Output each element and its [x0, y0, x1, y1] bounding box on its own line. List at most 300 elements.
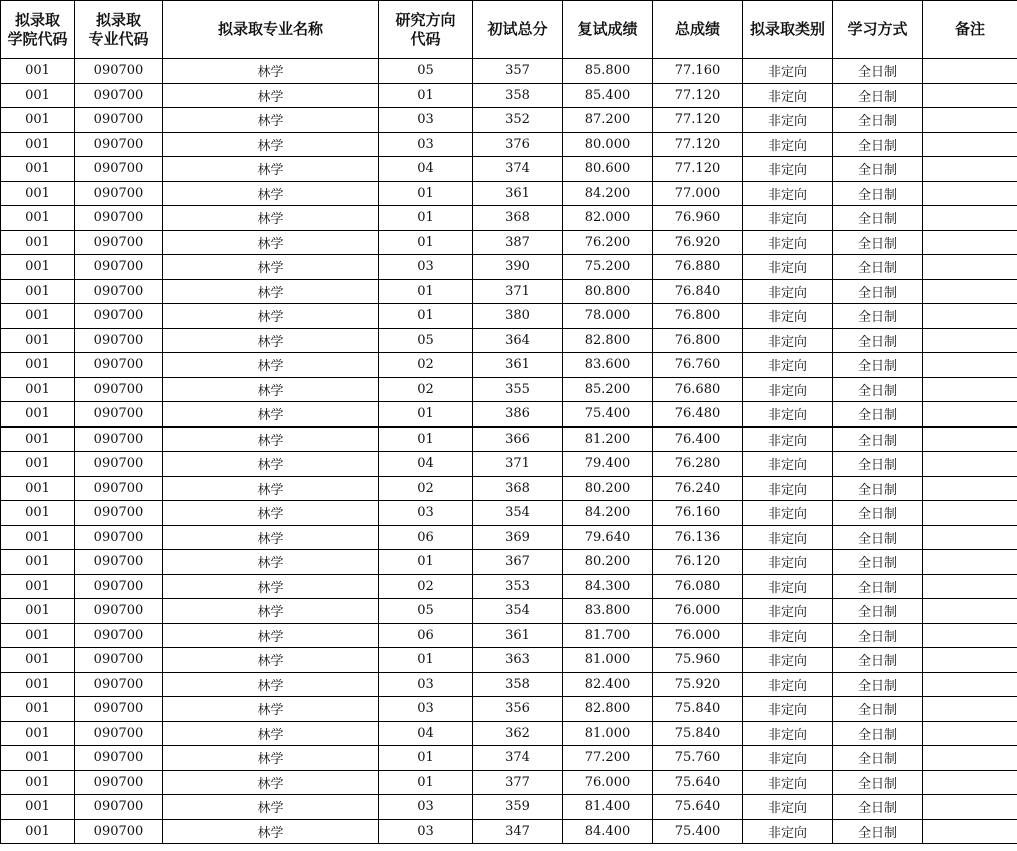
table-row — [1, 83, 1017, 108]
college-code-cell: 001 — [1, 672, 75, 697]
major-code-cell: 090700 — [75, 623, 163, 648]
retest-score-cell: 75.400 — [563, 402, 653, 427]
major-name-cell: 林学 — [163, 574, 379, 599]
direction-code-cell: 03 — [379, 255, 473, 280]
admission-category-cell: 非定向 — [743, 181, 833, 206]
admission-category-cell: 非定向 — [743, 279, 833, 304]
major-name-cell: 林学 — [163, 181, 379, 206]
total-score-cell: 76.800 — [653, 304, 743, 329]
direction-code-cell: 01 — [379, 206, 473, 231]
admission-category-cell: 非定向 — [743, 255, 833, 280]
initial-score-cell: 366 — [473, 427, 563, 452]
total-score-cell: 77.120 — [653, 108, 743, 133]
header-total-score: 总成绩 — [653, 1, 743, 59]
major-code-cell: 090700 — [75, 427, 163, 452]
admission-category-cell: 非定向 — [743, 206, 833, 231]
major-name-cell: 林学 — [163, 599, 379, 624]
remarks-cell — [923, 83, 1017, 108]
major-code-cell: 090700 — [75, 697, 163, 722]
table-row — [1, 599, 1017, 624]
total-score-cell: 75.960 — [653, 648, 743, 673]
major-name-cell: 林学 — [163, 83, 379, 108]
retest-score-cell: 84.400 — [563, 819, 653, 844]
retest-score-cell: 75.200 — [563, 255, 653, 280]
retest-score-cell: 79.400 — [563, 452, 653, 477]
study-mode-cell: 全日制 — [833, 83, 923, 108]
table-row — [1, 770, 1017, 795]
table-row — [1, 623, 1017, 648]
major-code-cell: 090700 — [75, 59, 163, 84]
remarks-cell — [923, 427, 1017, 452]
remarks-cell — [923, 353, 1017, 378]
total-score-cell: 76.280 — [653, 452, 743, 477]
college-code-cell: 001 — [1, 328, 75, 353]
retest-score-cell: 84.200 — [563, 501, 653, 526]
remarks-cell — [923, 599, 1017, 624]
study-mode-cell: 全日制 — [833, 574, 923, 599]
table-row — [1, 746, 1017, 771]
initial-score-cell: 357 — [473, 59, 563, 84]
total-score-cell: 76.880 — [653, 255, 743, 280]
total-score-cell: 76.136 — [653, 525, 743, 550]
study-mode-cell: 全日制 — [833, 353, 923, 378]
major-name-cell: 林学 — [163, 501, 379, 526]
major-name-cell: 林学 — [163, 353, 379, 378]
college-code-cell: 001 — [1, 353, 75, 378]
major-name-cell: 林学 — [163, 746, 379, 771]
study-mode-cell: 全日制 — [833, 525, 923, 550]
total-score-cell: 75.840 — [653, 721, 743, 746]
retest-score-cell: 80.800 — [563, 279, 653, 304]
remarks-cell — [923, 181, 1017, 206]
admission-category-cell: 非定向 — [743, 525, 833, 550]
retest-score-cell: 80.200 — [563, 550, 653, 575]
header-row — [1, 1, 1017, 59]
direction-code-cell: 03 — [379, 697, 473, 722]
major-name-cell: 林学 — [163, 279, 379, 304]
total-score-cell: 75.400 — [653, 819, 743, 844]
admission-category-cell: 非定向 — [743, 672, 833, 697]
table-row — [1, 108, 1017, 133]
initial-score-cell: 376 — [473, 132, 563, 157]
major-name-cell: 林学 — [163, 672, 379, 697]
total-score-cell: 76.400 — [653, 427, 743, 452]
major-code-cell: 090700 — [75, 377, 163, 402]
study-mode-cell: 全日制 — [833, 452, 923, 477]
table-row — [1, 819, 1017, 844]
retest-score-cell: 83.600 — [563, 353, 653, 378]
major-name-cell: 林学 — [163, 550, 379, 575]
initial-score-cell: 363 — [473, 648, 563, 673]
total-score-cell: 76.760 — [653, 353, 743, 378]
study-mode-cell: 全日制 — [833, 648, 923, 673]
table-row — [1, 721, 1017, 746]
header-admission-category: 拟录取类别 — [743, 1, 833, 59]
table-row — [1, 697, 1017, 722]
total-score-cell: 76.680 — [653, 377, 743, 402]
remarks-cell — [923, 206, 1017, 231]
major-name-cell: 林学 — [163, 402, 379, 427]
major-code-cell: 090700 — [75, 108, 163, 133]
college-code-cell: 001 — [1, 427, 75, 452]
header-initial-score: 初试总分 — [473, 1, 563, 59]
table-row — [1, 255, 1017, 280]
remarks-cell — [923, 132, 1017, 157]
major-name-cell: 林学 — [163, 476, 379, 501]
initial-score-cell: 374 — [473, 746, 563, 771]
direction-code-cell: 03 — [379, 795, 473, 820]
admission-category-cell: 非定向 — [743, 746, 833, 771]
major-name-cell: 林学 — [163, 132, 379, 157]
direction-code-cell: 03 — [379, 132, 473, 157]
study-mode-cell: 全日制 — [833, 501, 923, 526]
total-score-cell: 76.800 — [653, 328, 743, 353]
retest-score-cell: 85.200 — [563, 377, 653, 402]
major-name-cell: 林学 — [163, 427, 379, 452]
study-mode-cell: 全日制 — [833, 697, 923, 722]
major-name-cell: 林学 — [163, 230, 379, 255]
retest-score-cell: 82.000 — [563, 206, 653, 231]
direction-code-cell: 01 — [379, 304, 473, 329]
table-row — [1, 402, 1017, 427]
admission-category-cell: 非定向 — [743, 501, 833, 526]
remarks-cell — [923, 157, 1017, 182]
initial-score-cell: 353 — [473, 574, 563, 599]
remarks-cell — [923, 304, 1017, 329]
college-code-cell: 001 — [1, 501, 75, 526]
retest-score-cell: 77.200 — [563, 746, 653, 771]
direction-code-cell: 02 — [379, 377, 473, 402]
remarks-cell — [923, 452, 1017, 477]
admission-category-cell: 非定向 — [743, 377, 833, 402]
table-row — [1, 476, 1017, 501]
college-code-cell: 001 — [1, 648, 75, 673]
major-code-cell: 090700 — [75, 83, 163, 108]
remarks-cell — [923, 476, 1017, 501]
study-mode-cell: 全日制 — [833, 328, 923, 353]
table-row — [1, 525, 1017, 550]
direction-code-cell: 01 — [379, 427, 473, 452]
remarks-cell — [923, 279, 1017, 304]
admission-category-cell: 非定向 — [743, 550, 833, 575]
major-code-cell: 090700 — [75, 795, 163, 820]
table-row — [1, 157, 1017, 182]
table-row — [1, 132, 1017, 157]
study-mode-cell: 全日制 — [833, 377, 923, 402]
total-score-cell: 76.080 — [653, 574, 743, 599]
major-code-cell: 090700 — [75, 157, 163, 182]
retest-score-cell: 76.200 — [563, 230, 653, 255]
direction-code-cell: 01 — [379, 279, 473, 304]
retest-score-cell: 84.200 — [563, 181, 653, 206]
college-code-cell: 001 — [1, 157, 75, 182]
initial-score-cell: 364 — [473, 328, 563, 353]
total-score-cell: 76.000 — [653, 599, 743, 624]
study-mode-cell: 全日制 — [833, 550, 923, 575]
major-code-cell: 090700 — [75, 648, 163, 673]
direction-code-cell: 06 — [379, 525, 473, 550]
major-code-cell: 090700 — [75, 721, 163, 746]
remarks-cell — [923, 574, 1017, 599]
major-code-cell: 090700 — [75, 452, 163, 477]
study-mode-cell: 全日制 — [833, 672, 923, 697]
retest-score-cell: 80.200 — [563, 476, 653, 501]
major-code-cell: 090700 — [75, 550, 163, 575]
direction-code-cell: 03 — [379, 819, 473, 844]
initial-score-cell: 359 — [473, 795, 563, 820]
major-code-cell: 090700 — [75, 672, 163, 697]
admission-category-cell: 非定向 — [743, 230, 833, 255]
header-retest-score: 复试成绩 — [563, 1, 653, 59]
table-row — [1, 279, 1017, 304]
retest-score-cell: 79.640 — [563, 525, 653, 550]
initial-score-cell: 354 — [473, 599, 563, 624]
direction-code-cell: 03 — [379, 501, 473, 526]
major-code-cell: 090700 — [75, 206, 163, 231]
college-code-cell: 001 — [1, 476, 75, 501]
total-score-cell: 75.840 — [653, 697, 743, 722]
study-mode-cell: 全日制 — [833, 770, 923, 795]
major-code-cell: 090700 — [75, 525, 163, 550]
retest-score-cell: 82.400 — [563, 672, 653, 697]
admission-category-cell: 非定向 — [743, 83, 833, 108]
retest-score-cell: 87.200 — [563, 108, 653, 133]
retest-score-cell: 81.400 — [563, 795, 653, 820]
study-mode-cell: 全日制 — [833, 746, 923, 771]
direction-code-cell: 01 — [379, 746, 473, 771]
college-code-cell: 001 — [1, 746, 75, 771]
header-study-mode: 学习方式 — [833, 1, 923, 59]
header-major-name: 拟录取专业名称 — [163, 1, 379, 59]
initial-score-cell: 361 — [473, 623, 563, 648]
major-name-cell: 林学 — [163, 304, 379, 329]
remarks-cell — [923, 770, 1017, 795]
major-code-cell: 090700 — [75, 599, 163, 624]
direction-code-cell: 04 — [379, 157, 473, 182]
major-name-cell: 林学 — [163, 377, 379, 402]
study-mode-cell: 全日制 — [833, 427, 923, 452]
study-mode-cell: 全日制 — [833, 623, 923, 648]
remarks-cell — [923, 697, 1017, 722]
direction-code-cell: 01 — [379, 770, 473, 795]
major-code-cell: 090700 — [75, 353, 163, 378]
major-name-cell: 林学 — [163, 648, 379, 673]
direction-code-cell: 05 — [379, 59, 473, 84]
total-score-cell: 76.000 — [653, 623, 743, 648]
study-mode-cell: 全日制 — [833, 255, 923, 280]
table-row — [1, 59, 1017, 84]
major-name-cell: 林学 — [163, 157, 379, 182]
college-code-cell: 001 — [1, 697, 75, 722]
direction-code-cell: 01 — [379, 83, 473, 108]
table-row — [1, 648, 1017, 673]
admission-category-cell: 非定向 — [743, 353, 833, 378]
total-score-cell: 76.960 — [653, 206, 743, 231]
remarks-cell — [923, 795, 1017, 820]
admission-category-cell: 非定向 — [743, 574, 833, 599]
major-name-cell: 林学 — [163, 770, 379, 795]
study-mode-cell: 全日制 — [833, 721, 923, 746]
remarks-cell — [923, 819, 1017, 844]
major-code-cell: 090700 — [75, 501, 163, 526]
college-code-cell: 001 — [1, 181, 75, 206]
major-code-cell: 090700 — [75, 746, 163, 771]
study-mode-cell: 全日制 — [833, 819, 923, 844]
total-score-cell: 77.120 — [653, 157, 743, 182]
college-code-cell: 001 — [1, 574, 75, 599]
major-code-cell: 090700 — [75, 328, 163, 353]
admission-category-cell: 非定向 — [743, 427, 833, 452]
retest-score-cell: 81.000 — [563, 648, 653, 673]
remarks-cell — [923, 550, 1017, 575]
table-row — [1, 452, 1017, 477]
college-code-cell: 001 — [1, 599, 75, 624]
major-name-cell: 林学 — [163, 108, 379, 133]
initial-score-cell: 355 — [473, 377, 563, 402]
direction-code-cell: 05 — [379, 328, 473, 353]
study-mode-cell: 全日制 — [833, 181, 923, 206]
major-name-cell: 林学 — [163, 59, 379, 84]
college-code-cell: 001 — [1, 770, 75, 795]
table-row — [1, 574, 1017, 599]
study-mode-cell: 全日制 — [833, 59, 923, 84]
table-row — [1, 230, 1017, 255]
table-row — [1, 672, 1017, 697]
admission-category-cell: 非定向 — [743, 648, 833, 673]
major-code-cell: 090700 — [75, 770, 163, 795]
remarks-cell — [923, 377, 1017, 402]
total-score-cell: 77.120 — [653, 83, 743, 108]
direction-code-cell: 01 — [379, 402, 473, 427]
direction-code-cell: 01 — [379, 181, 473, 206]
major-code-cell: 090700 — [75, 255, 163, 280]
major-code-cell: 090700 — [75, 279, 163, 304]
header-direction-code: 研究方向 代码 — [379, 1, 473, 59]
retest-score-cell: 76.000 — [563, 770, 653, 795]
remarks-cell — [923, 623, 1017, 648]
remarks-cell — [923, 672, 1017, 697]
retest-score-cell: 81.000 — [563, 721, 653, 746]
major-name-cell: 林学 — [163, 819, 379, 844]
admission-category-cell: 非定向 — [743, 328, 833, 353]
initial-score-cell: 377 — [473, 770, 563, 795]
initial-score-cell: 358 — [473, 672, 563, 697]
study-mode-cell: 全日制 — [833, 108, 923, 133]
study-mode-cell: 全日制 — [833, 476, 923, 501]
retest-score-cell: 81.700 — [563, 623, 653, 648]
admission-category-cell: 非定向 — [743, 59, 833, 84]
total-score-cell: 75.640 — [653, 770, 743, 795]
remarks-cell — [923, 230, 1017, 255]
initial-score-cell: 371 — [473, 452, 563, 477]
study-mode-cell: 全日制 — [833, 279, 923, 304]
total-score-cell: 76.120 — [653, 550, 743, 575]
major-name-cell: 林学 — [163, 795, 379, 820]
major-code-cell: 090700 — [75, 304, 163, 329]
table-row — [1, 377, 1017, 402]
admission-category-cell: 非定向 — [743, 132, 833, 157]
table-row — [1, 304, 1017, 329]
initial-score-cell: 390 — [473, 255, 563, 280]
remarks-cell — [923, 108, 1017, 133]
college-code-cell: 001 — [1, 377, 75, 402]
initial-score-cell: 352 — [473, 108, 563, 133]
admission-category-cell: 非定向 — [743, 452, 833, 477]
admission-category-cell: 非定向 — [743, 304, 833, 329]
initial-score-cell: 358 — [473, 83, 563, 108]
remarks-cell — [923, 746, 1017, 771]
study-mode-cell: 全日制 — [833, 599, 923, 624]
table-row — [1, 328, 1017, 353]
college-code-cell: 001 — [1, 83, 75, 108]
study-mode-cell: 全日制 — [833, 132, 923, 157]
initial-score-cell: 368 — [473, 206, 563, 231]
study-mode-cell: 全日制 — [833, 230, 923, 255]
initial-score-cell: 387 — [473, 230, 563, 255]
total-score-cell: 75.760 — [653, 746, 743, 771]
header-college-code: 拟录取 学院代码 — [1, 1, 75, 59]
remarks-cell — [923, 525, 1017, 550]
college-code-cell: 001 — [1, 550, 75, 575]
initial-score-cell: 354 — [473, 501, 563, 526]
admission-category-cell: 非定向 — [743, 108, 833, 133]
initial-score-cell: 356 — [473, 697, 563, 722]
retest-score-cell: 82.800 — [563, 697, 653, 722]
major-code-cell: 090700 — [75, 181, 163, 206]
admission-category-cell: 非定向 — [743, 697, 833, 722]
direction-code-cell: 01 — [379, 230, 473, 255]
retest-score-cell: 80.000 — [563, 132, 653, 157]
total-score-cell: 77.160 — [653, 59, 743, 84]
major-code-cell: 090700 — [75, 230, 163, 255]
total-score-cell: 75.640 — [653, 795, 743, 820]
initial-score-cell: 371 — [473, 279, 563, 304]
major-name-cell: 林学 — [163, 255, 379, 280]
college-code-cell: 001 — [1, 108, 75, 133]
direction-code-cell: 02 — [379, 353, 473, 378]
table-body — [1, 59, 1017, 844]
remarks-cell — [923, 255, 1017, 280]
direction-code-cell: 01 — [379, 550, 473, 575]
major-name-cell: 林学 — [163, 623, 379, 648]
table-row — [1, 427, 1017, 452]
initial-score-cell: 380 — [473, 304, 563, 329]
total-score-cell: 77.000 — [653, 181, 743, 206]
retest-score-cell: 85.400 — [563, 83, 653, 108]
initial-score-cell: 361 — [473, 353, 563, 378]
total-score-cell: 76.160 — [653, 501, 743, 526]
college-code-cell: 001 — [1, 230, 75, 255]
admission-category-cell: 非定向 — [743, 599, 833, 624]
total-score-cell: 77.120 — [653, 132, 743, 157]
direction-code-cell: 01 — [379, 648, 473, 673]
direction-code-cell: 02 — [379, 574, 473, 599]
table-row — [1, 353, 1017, 378]
major-name-cell: 林学 — [163, 452, 379, 477]
retest-score-cell: 84.300 — [563, 574, 653, 599]
college-code-cell: 001 — [1, 721, 75, 746]
college-code-cell: 001 — [1, 279, 75, 304]
major-name-cell: 林学 — [163, 206, 379, 231]
college-code-cell: 001 — [1, 525, 75, 550]
remarks-cell — [923, 648, 1017, 673]
direction-code-cell: 04 — [379, 721, 473, 746]
header-major-code: 拟录取 专业代码 — [75, 1, 163, 59]
major-name-cell: 林学 — [163, 697, 379, 722]
college-code-cell: 001 — [1, 402, 75, 427]
admission-category-cell: 非定向 — [743, 795, 833, 820]
direction-code-cell: 03 — [379, 672, 473, 697]
